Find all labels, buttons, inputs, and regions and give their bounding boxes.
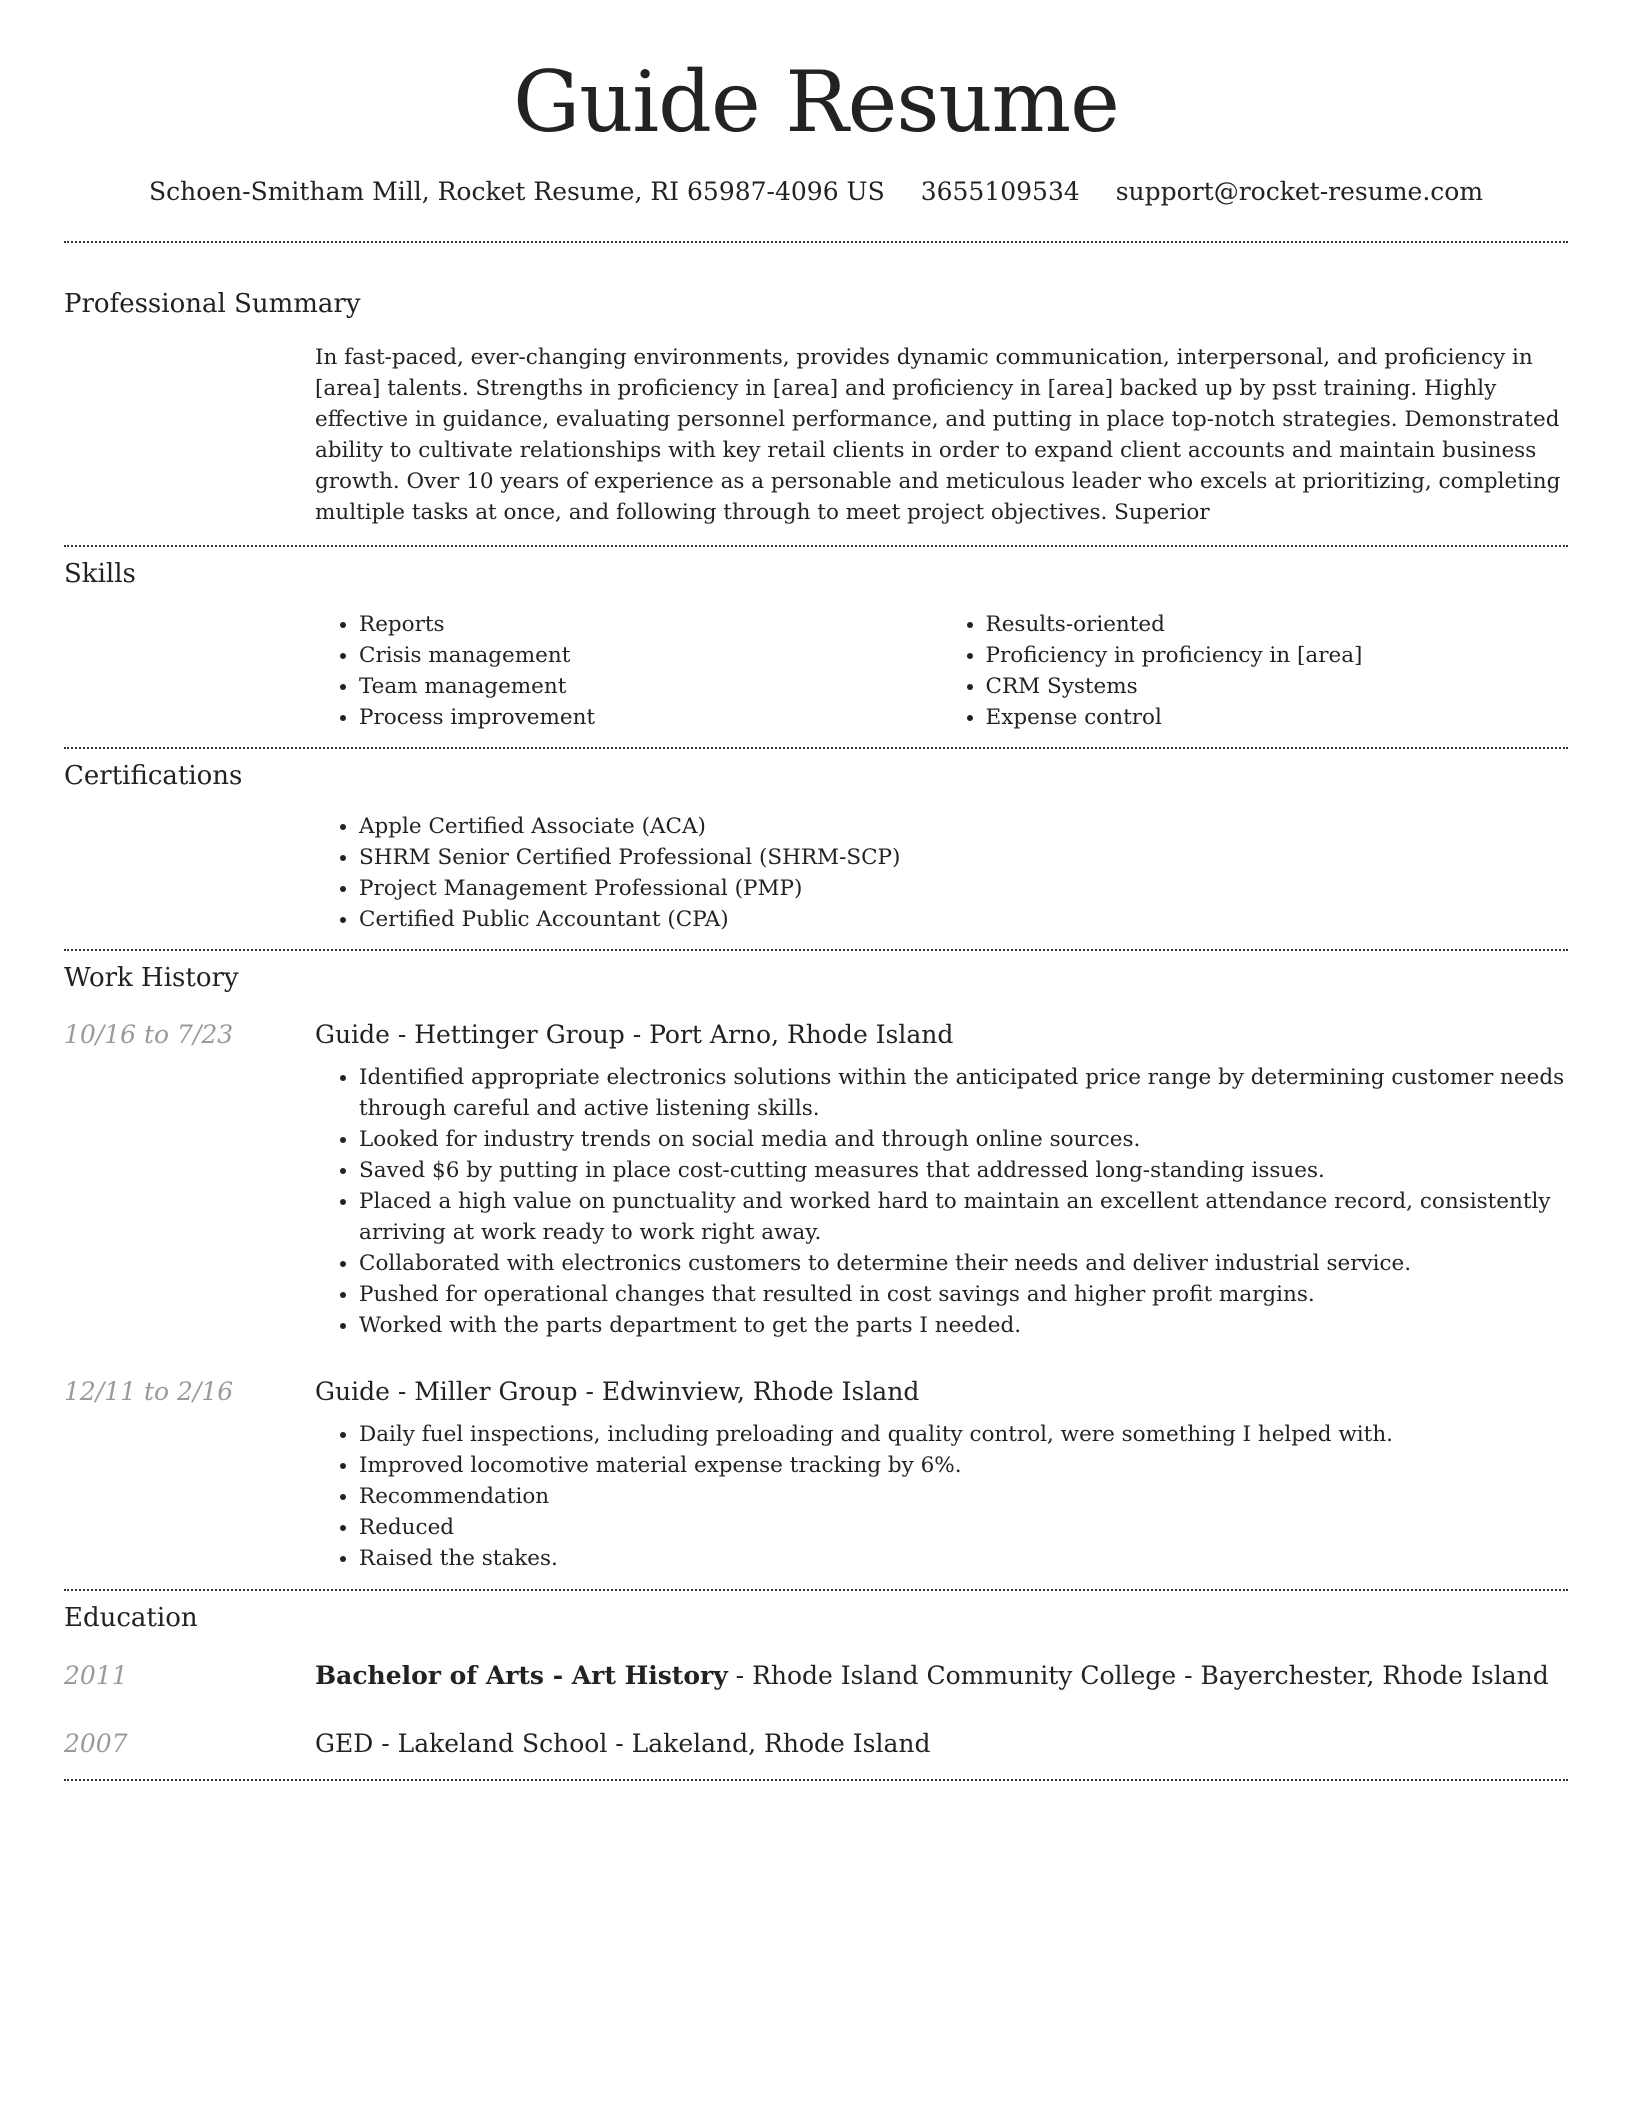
education-entry [64, 1727, 1568, 1761]
education-heading [315, 1727, 1568, 1761]
certification-item: • Project Management Professional (PMP) [359, 873, 1568, 904]
resume-name: Guide Resume [513, 53, 1119, 151]
job-bullet: • Pushed for operational changes that resulted in cost savings and higher profit margins. [359, 1279, 1568, 1310]
certifications-section [64, 749, 1568, 949]
certifications-title: Certifications [64, 761, 243, 791]
summary-title: Professional Summary [64, 289, 361, 319]
job-bullet: • Placed a high value on punctuality and worked hard to maintain an excellent attendance record, consistently arriving at work ready to work right away. [359, 1186, 1568, 1248]
job-entry [64, 1018, 1568, 1341]
job-heading: Guide - Miller Group - Edwinview, Rhode Island [315, 1377, 920, 1406]
job-date: 12/11 to 2/16 [64, 1377, 234, 1406]
skill-item: • Process improvement [359, 702, 942, 733]
skill-item: • Results-oriented [986, 609, 1569, 640]
education-date: 2011 [64, 1661, 128, 1690]
contact-phone: 3655109534 [920, 177, 1080, 206]
contact-email: support@rocket-resume.com [1115, 177, 1484, 206]
job-heading: Guide - Hettinger Group - Port Arno, Rhode Island [315, 1020, 954, 1049]
skills-title: Skills [64, 559, 136, 589]
certifications-list [315, 811, 1568, 935]
education-title: Education [64, 1603, 198, 1633]
summary-section [64, 243, 1568, 545]
skills-list-right [942, 609, 1569, 733]
job-bullet: • Looked for industry trends on social media and through online sources. [359, 1124, 1568, 1155]
work-section [64, 951, 1568, 1589]
contact-address: Schoen-Smitham Mill, Rocket Resume, RI 65987-4096 US [148, 177, 885, 206]
skill-item: • Expense control [986, 702, 1569, 733]
job-bullet: • Reduced [359, 1512, 1568, 1543]
education-school: - Rhode Island Community College - Bayerchester, Rhode Island [727, 1661, 1549, 1690]
certification-item: • Apple Certified Associate (ACA) [359, 811, 1568, 842]
job-bullet: • Raised the stakes. [359, 1543, 1568, 1574]
job-bullet: • Saved $6 by putting in place cost-cutting measures that addressed long-standing issues. [359, 1155, 1568, 1186]
job-date: 10/16 to 7/23 [64, 1020, 234, 1049]
job-bullet: • Recommendation [359, 1481, 1568, 1512]
education-heading [315, 1659, 1568, 1693]
certification-item: • Certified Public Accountant (CPA) [359, 904, 1568, 935]
job-bullets [315, 1062, 1568, 1341]
education-school: GED - Lakeland School - Lakeland, Rhode Island [315, 1729, 931, 1758]
job-bullets [315, 1419, 1568, 1574]
skill-item: • Crisis management [359, 640, 942, 671]
job-entry [64, 1375, 1568, 1574]
certification-item: • SHRM Senior Certified Professional (SHRM-SCP) [359, 842, 1568, 873]
work-title: Work History [64, 963, 239, 993]
skill-item: • CRM Systems [986, 671, 1569, 702]
job-bullet: • Daily fuel inspections, including preloading and quality control, were something I helped with. [359, 1419, 1568, 1450]
education-degree: Bachelor of Arts - Art History [315, 1661, 728, 1690]
job-bullet: • Identified appropriate electronics solutions within the anticipated price range by determining customer needs through careful and active listening skills. [359, 1062, 1568, 1124]
job-bullet: • Collaborated with electronics customers to determine their needs and deliver industrial service. [359, 1248, 1568, 1279]
summary-text: In fast-paced, ever-changing environments, provides dynamic communication, interpersonal, and proficiency in [area] talents. Strengths in proficiency in [area] and proficiency in [area] backed up by psst training. Highly effective in guidance, evaluating personnel performance, and putting in place top-notch strategies. Demonstrated ability to cultivate relationships with key retail clients in order to expand client accounts and maintain business growth. Over 10 years of experience as a personable and meticulous leader who excels at prioritizing, completing multiple tasks at once, and following through to meet project objectives. Superior [315, 345, 1561, 525]
skill-item: • Team management [359, 671, 942, 702]
skill-item: • Reports [359, 609, 942, 640]
skill-item: • Proficiency in proficiency in [area] [986, 640, 1569, 671]
skills-section [64, 547, 1568, 747]
education-date: 2007 [64, 1729, 128, 1758]
education-section [64, 1591, 1568, 1779]
job-bullet: • Improved locomotive material expense tracking by 6%. [359, 1450, 1568, 1481]
divider [64, 1779, 1568, 1781]
education-entry [64, 1659, 1568, 1693]
skills-list-left [315, 609, 942, 733]
job-bullet: • Worked with the parts department to get the parts I needed. [359, 1310, 1568, 1341]
contact-line [64, 176, 1568, 208]
